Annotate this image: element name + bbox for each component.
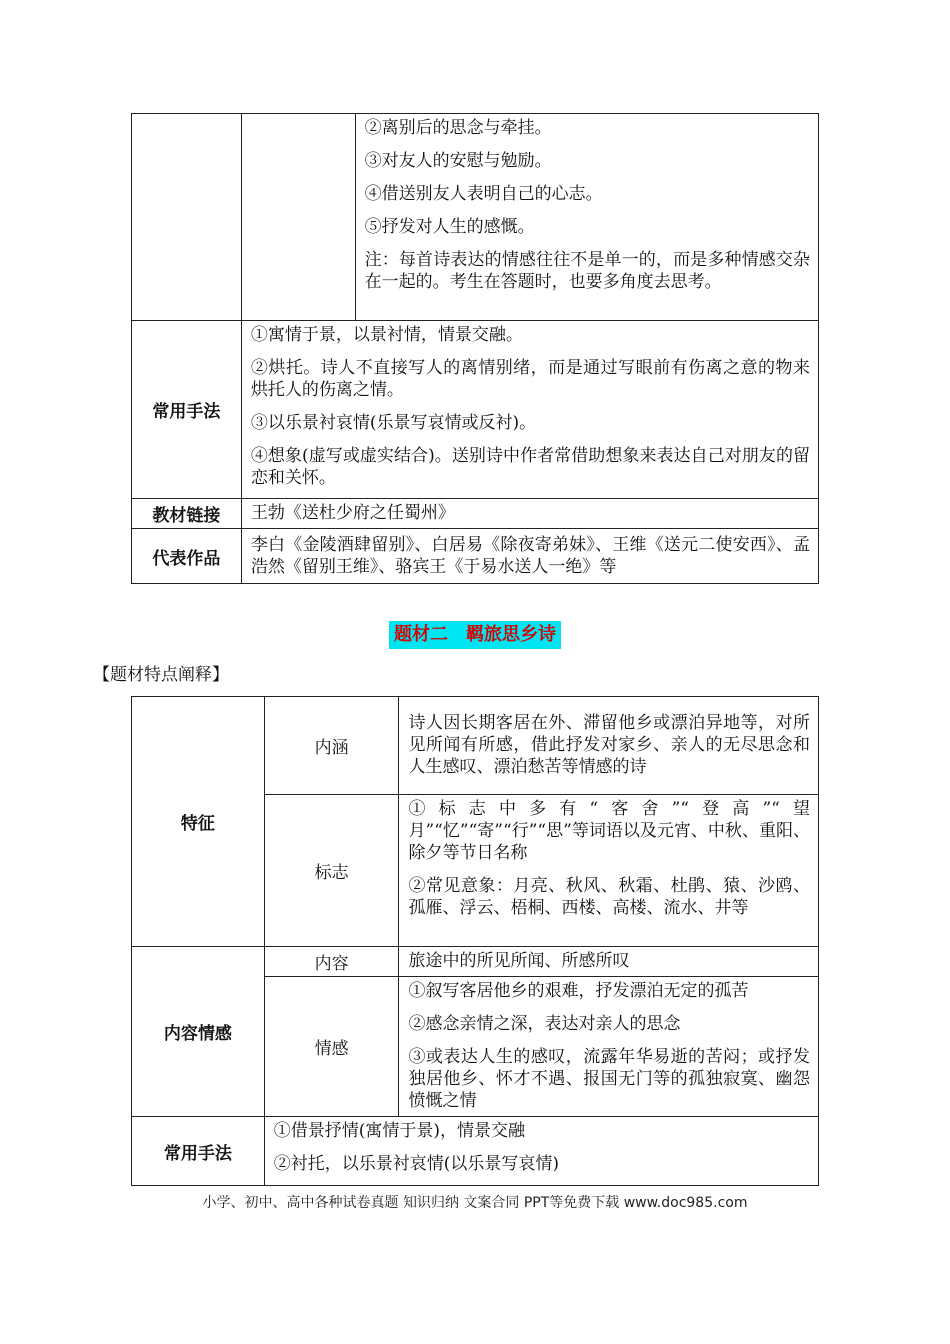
list-item: ②离别后的思念与牵挂。	[364, 118, 552, 138]
row-label-content-emotion: 内容情感	[132, 947, 265, 1117]
empty-cell	[132, 114, 242, 321]
table-homesick-poems	[131, 696, 819, 1186]
emotions-cell	[399, 977, 819, 1117]
content-text: 旅途中的所见所闻、所感所叹	[408, 951, 630, 971]
label-content: 内容	[264, 947, 399, 977]
techniques-cell	[241, 321, 818, 499]
section-heading: 题材二 羁旅思乡诗	[389, 621, 561, 649]
row-label-feature: 特征	[132, 697, 265, 947]
list-item: ③或表达人生的感叹，流露年华易逝的苦闷；或抒发独居他乡、怀才不遇、报国无门等的孤独寂寞、幽怨愤慨之情	[408, 1047, 810, 1111]
list-item: ②衬托，以乐景衬哀情(以乐景写哀情)	[273, 1154, 559, 1174]
list-item: ③以乐景衬哀情(乐景写哀情或反衬)。	[250, 413, 537, 433]
textbook-text: 王勃《送杜少府之任蜀州》	[250, 503, 455, 523]
list-item: ②常见意象：月亮、秋风、秋霜、杜鹃、猿、沙鸥、孤雁、浮云、梧桐、西楼、高楼、流水、井等	[408, 876, 810, 918]
techniques-cell	[264, 1117, 818, 1186]
works-cell	[241, 529, 818, 584]
section-label: 【题材特点阐释】	[93, 665, 229, 685]
emotions-cell	[355, 114, 818, 321]
signs-cell	[399, 795, 819, 947]
list-item: ④想象(虚写或虚实结合)。送别诗中作者常借助想象来表达自己对朋友的留恋和关怀。	[250, 446, 810, 488]
row-label-works: 代表作品	[132, 529, 242, 584]
connotation-text: 诗人因长期客居在外、滞留他乡或漂泊异地等，对所见所闻有所感，借此抒发对家乡、亲人的无尽思念和人生感叹、漂泊愁苦等情感的诗	[408, 713, 810, 777]
list-item: ⑤抒发对人生的感慨。	[364, 217, 535, 237]
list-item: ①借景抒情(寓情于景)，情景交融	[273, 1121, 525, 1141]
list-item: ①寓情于景，以景衬情，情景交融。	[250, 325, 523, 345]
list-item: ②感念亲情之深，表达对亲人的思念	[408, 1014, 681, 1034]
textbook-cell	[241, 499, 818, 529]
row-label-textbook: 教材链接	[132, 499, 242, 529]
connotation-cell	[399, 697, 819, 795]
row-label-techniques: 常用手法	[132, 321, 242, 499]
list-item: ③对友人的安慰与勉励。	[364, 151, 552, 171]
row-label-techniques: 常用手法	[132, 1117, 265, 1186]
label-connotation: 内涵	[264, 697, 399, 795]
empty-cell	[241, 114, 355, 321]
list-item: ①叙写客居他乡的艰难，抒发漂泊无定的孤苦	[408, 981, 749, 1001]
list-item: ①标志中多有“客舍”“登高”“望月”“忆”“寄”“行”“思”等词语以及元宵、中秋、重阳、除夕等节日名称	[408, 799, 810, 863]
list-item: ②烘托。诗人不直接写人的离情别绪，而是通过写眼前有伤离之意的物来烘托人的伤离之情。	[250, 358, 810, 400]
works-text: 李白《金陵酒肆留别》、白居易《除夜寄弟妹》、王维《送元二使安西》、孟浩然《留别王维》、骆宾王《于易水送人一绝》等	[250, 534, 810, 577]
label-sign: 标志	[264, 795, 399, 947]
note-text: 注：每首诗表达的情感往往不是单一的，而是多种情感交杂在一起的。考生在答题时，也要多角度去思考。	[364, 250, 810, 292]
footer-text: 小学、初中、高中各种试卷真题 知识归纳 文案合同 PPT等免费下载 www.doc985.com	[202, 1195, 748, 1211]
list-item: ④借送别友人表明自己的心志。	[364, 184, 603, 204]
table-farewell-poems	[131, 113, 819, 584]
label-emotion: 情感	[264, 977, 399, 1117]
content-cell	[399, 947, 819, 977]
